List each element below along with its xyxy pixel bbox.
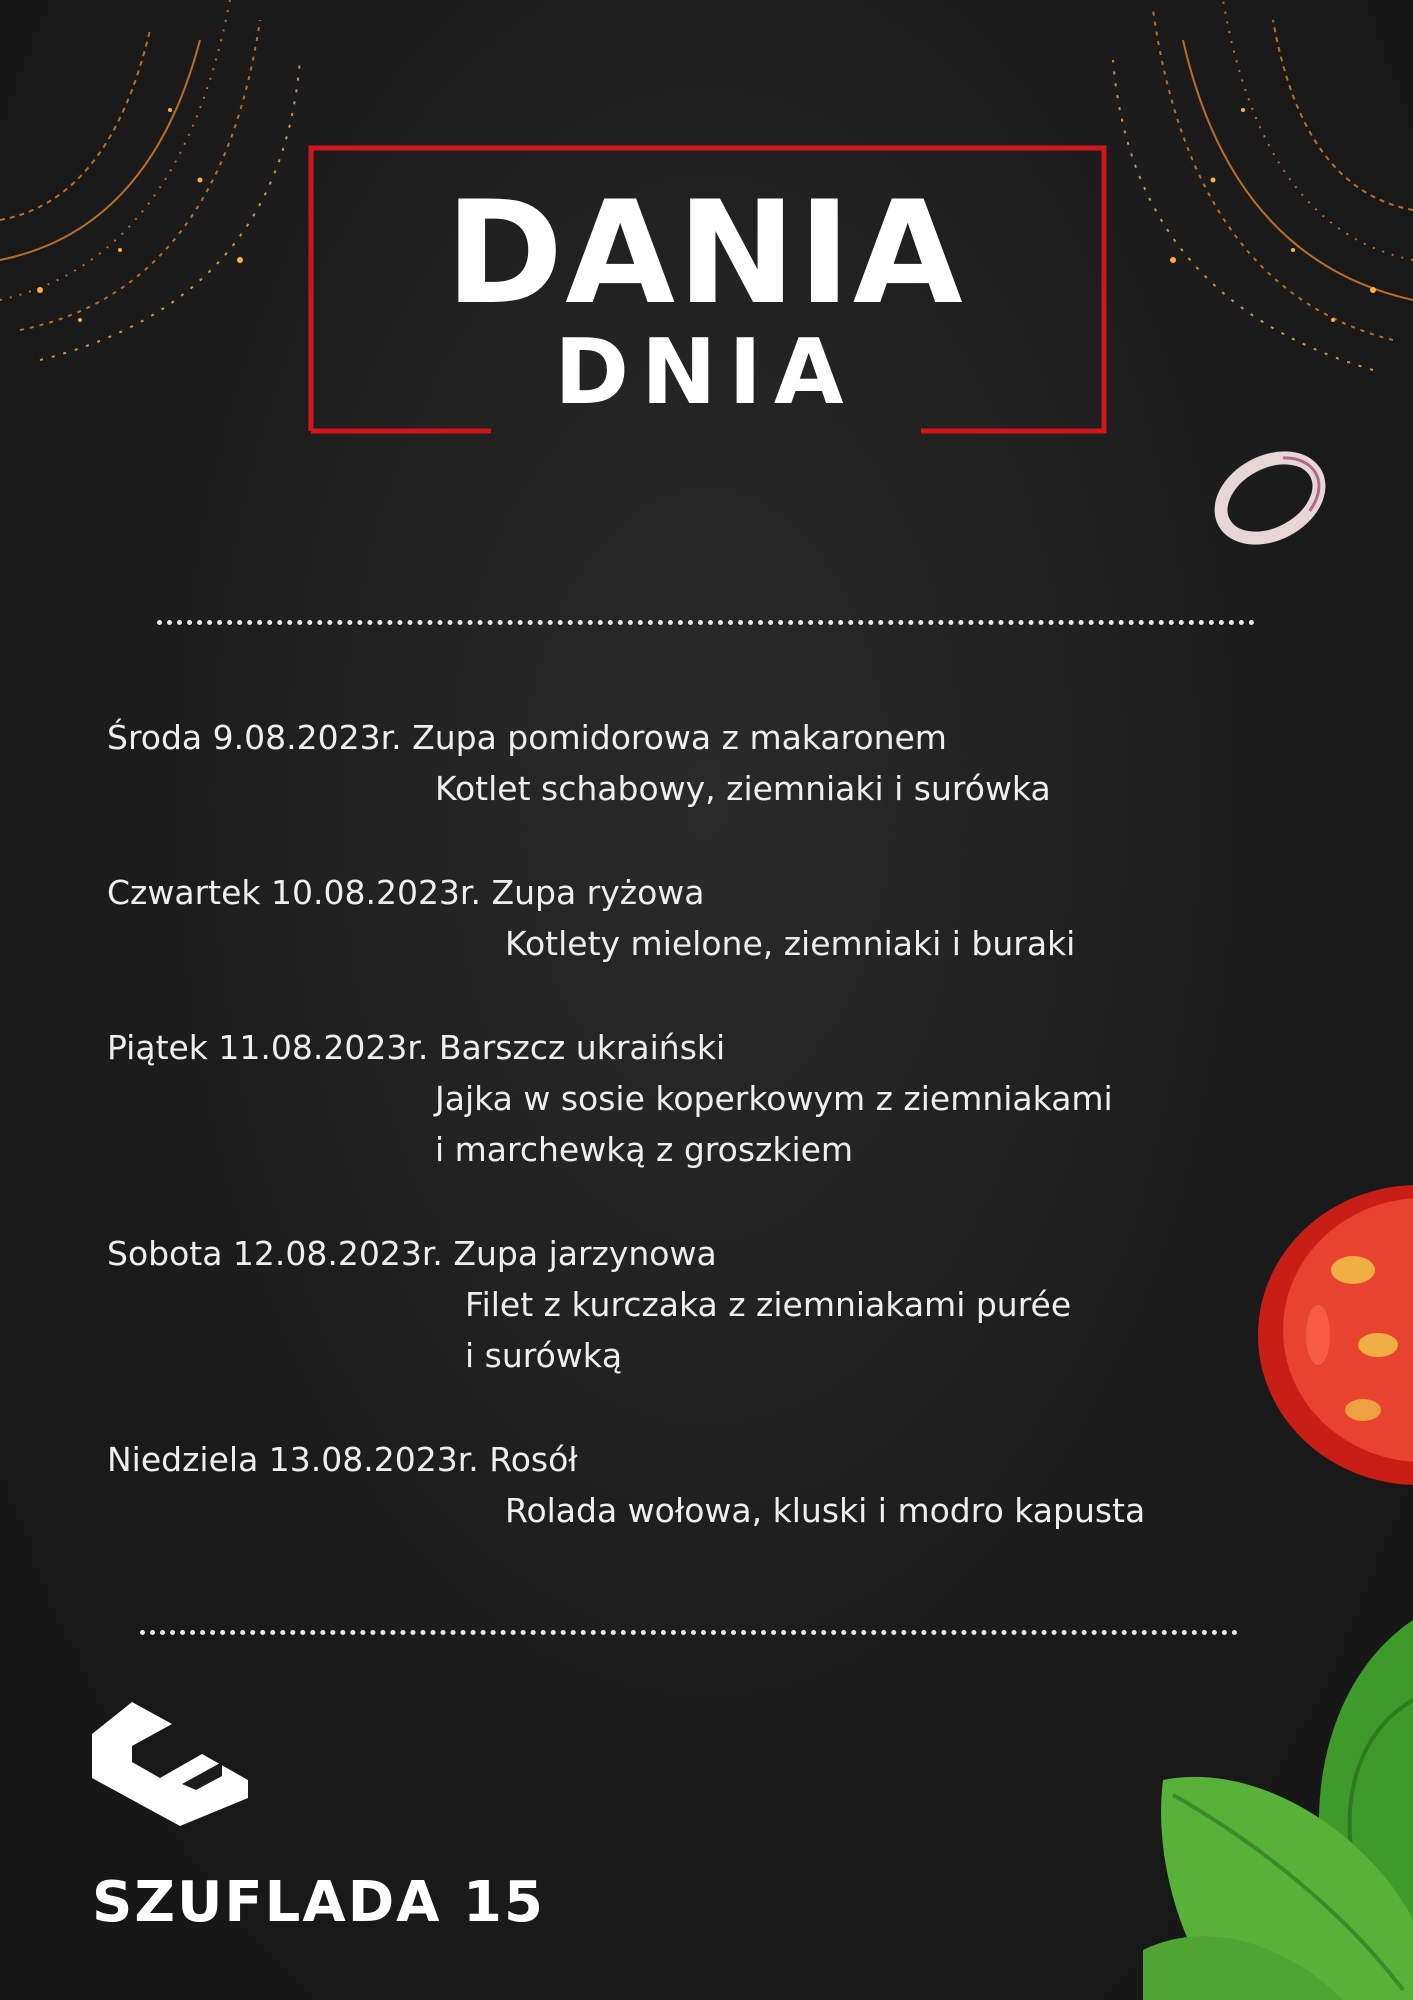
soup: Zupa pomidorowa z makaronem: [412, 718, 947, 757]
onion-ring-icon: [1205, 443, 1335, 553]
soup: Barszcz ukraiński: [438, 1028, 726, 1067]
day-date: Środa 9.08.2023r.: [107, 718, 402, 757]
title-frame: [301, 143, 1109, 441]
menu-day: [107, 1434, 1257, 1536]
day-date: Piątek 11.08.2023r.: [107, 1028, 429, 1067]
tomato-slice-icon: [1243, 1170, 1413, 1500]
drawer-logo-icon: [92, 1702, 248, 1826]
soup: Rosół: [489, 1440, 578, 1479]
main-course: Jajka w sosie koperkowym z ziemniakami: [435, 1079, 1113, 1118]
main-course-continued: i surówką: [465, 1336, 623, 1375]
brand-name: SZUFLADA 15: [92, 1870, 545, 1935]
daily-menu: [107, 712, 1257, 1589]
soup: Zupa ryżowa: [491, 873, 705, 912]
title-line-2: DNIA: [554, 320, 856, 425]
main-course-continued: i marchewką z groszkiem: [435, 1130, 854, 1169]
basil-leaf-icon: [1143, 1620, 1413, 2000]
divider-top: [157, 620, 1255, 625]
sparks-left-icon: [0, 0, 340, 380]
main-course: Rolada wołowa, kluski i modro kapusta: [505, 1491, 1146, 1530]
main-course: Filet z kurczaka z ziemniakami purée: [465, 1285, 1072, 1324]
main-course: Kotlety mielone, ziemniaki i buraki: [505, 924, 1076, 963]
sparks-right-icon: [1073, 0, 1413, 380]
menu-day: [107, 867, 1257, 969]
day-date: Czwartek 10.08.2023r.: [107, 873, 481, 912]
menu-day: [107, 712, 1257, 814]
day-date: Niedziela 13.08.2023r.: [107, 1440, 479, 1479]
menu-day: [107, 1228, 1257, 1381]
soup: Zupa jarzynowa: [453, 1234, 717, 1273]
day-date: Sobota 12.08.2023r.: [107, 1234, 443, 1273]
menu-day: [107, 1022, 1257, 1175]
title-line-1: DANIA: [445, 171, 965, 336]
main-course: Kotlet schabowy, ziemniaki i surówka: [435, 769, 1051, 808]
divider-bottom: [140, 1630, 1238, 1635]
